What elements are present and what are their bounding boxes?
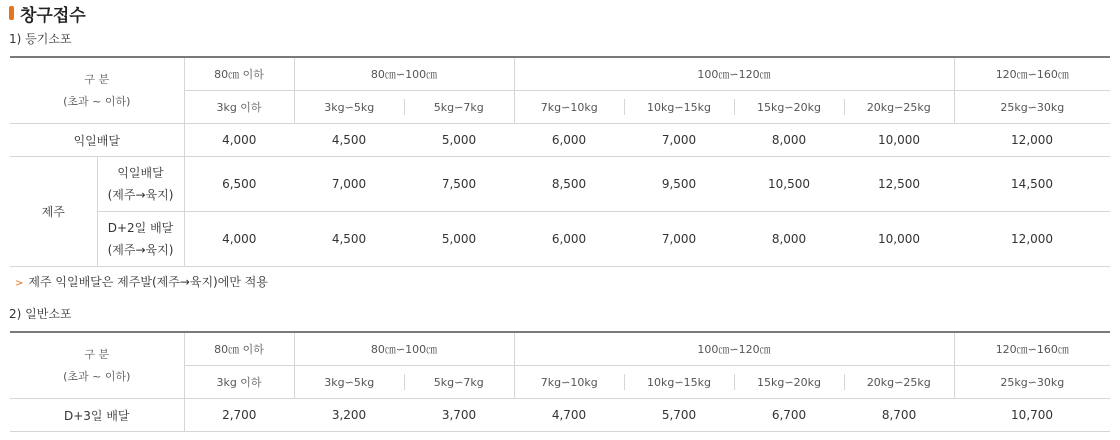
- general-parcel-table: [10, 331, 1110, 432]
- price-cell: 7,000: [624, 124, 734, 157]
- price-cell: 4,700: [514, 399, 624, 432]
- price-cell: 4,500: [294, 124, 404, 157]
- price-cell: 6,000: [514, 212, 624, 267]
- weight-header: 5kg∽7kg: [404, 91, 514, 124]
- price-cell: 2,700: [184, 399, 294, 432]
- price-cell: 4,000: [184, 212, 294, 267]
- price-cell: 3,200: [294, 399, 404, 432]
- weight-header: 15kg∽20kg: [734, 366, 844, 399]
- section-title: [9, 3, 86, 26]
- price-cell: 10,500: [734, 157, 844, 212]
- price-cell: 7,500: [404, 157, 514, 212]
- weight-header: 5kg∽7kg: [404, 366, 514, 399]
- weight-header: 7kg∽10kg: [514, 91, 624, 124]
- note-text: 제주 익일배달은 제주발(제주→육지)에만 적용: [28, 275, 268, 289]
- jeju-group-label: 제주: [10, 157, 97, 267]
- row-label-sub: (제주→육지): [107, 243, 174, 257]
- price-cell: 4,500: [294, 212, 404, 267]
- weight-header: 10kg∽15kg: [624, 91, 734, 124]
- table-row: [10, 124, 1110, 157]
- jeju-note: [15, 273, 268, 290]
- price-cell: 6,500: [184, 157, 294, 212]
- weight-header: 20kg∽25kg: [844, 366, 954, 399]
- row-label: [97, 212, 184, 267]
- price-cell: 9,500: [624, 157, 734, 212]
- category-label: 구 분: [84, 72, 110, 86]
- category-label: 구 분: [84, 347, 110, 361]
- registered-parcel-table: [10, 56, 1110, 267]
- table-row: [10, 399, 1110, 432]
- size-range-header: 100㎝∽120㎝: [514, 57, 954, 91]
- weight-header: 10kg∽15kg: [624, 366, 734, 399]
- general-parcel-subtitle: 2) 일반소포: [9, 307, 72, 321]
- price-cell: 10,000: [844, 124, 954, 157]
- size-range-header: 80㎝∽100㎝: [294, 57, 514, 91]
- size-range-header: 80㎝ 이하: [184, 57, 294, 91]
- weight-header: 3kg∽5kg: [294, 366, 404, 399]
- price-cell: 5,000: [404, 124, 514, 157]
- weight-header: 3kg 이하: [184, 91, 294, 124]
- row-label: 익일배달: [10, 124, 184, 157]
- section-title-text: 창구접수: [20, 5, 86, 26]
- table-row: [10, 157, 1110, 212]
- weight-header: 25kg∽30kg: [954, 366, 1110, 399]
- price-cell: 8,500: [514, 157, 624, 212]
- price-cell: 6,000: [514, 124, 624, 157]
- note-bullet-icon: >: [15, 278, 24, 289]
- row-label-main: D+2일 배달: [107, 221, 174, 235]
- size-range-header: 80㎝∽100㎝: [294, 332, 514, 366]
- size-range-header: 100㎝∽120㎝: [514, 332, 954, 366]
- price-cell: 8,000: [734, 212, 844, 267]
- price-cell: 5,700: [624, 399, 734, 432]
- price-cell: 8,000: [734, 124, 844, 157]
- price-cell: 14,500: [954, 157, 1110, 212]
- category-header: [10, 332, 184, 399]
- weight-header: 25kg∽30kg: [954, 91, 1110, 124]
- price-cell: 12,000: [954, 124, 1110, 157]
- category-header: [10, 57, 184, 124]
- weight-header: 7kg∽10kg: [514, 366, 624, 399]
- price-cell: 7,000: [624, 212, 734, 267]
- title-marker-icon: [9, 6, 14, 20]
- row-label: [97, 157, 184, 212]
- price-cell: 3,700: [404, 399, 514, 432]
- table-row: [10, 212, 1110, 267]
- price-cell: 6,700: [734, 399, 844, 432]
- weight-header: 20kg∽25kg: [844, 91, 954, 124]
- row-label: D+3일 배달: [10, 399, 184, 432]
- row-label-sub: (제주→육지): [107, 188, 174, 202]
- category-sublabel: (초과 ~ 이하): [63, 369, 131, 383]
- weight-header: 3kg 이하: [184, 366, 294, 399]
- row-label-main: 익일배달: [117, 166, 164, 180]
- size-range-header: 80㎝ 이하: [184, 332, 294, 366]
- weight-header: 3kg∽5kg: [294, 91, 404, 124]
- registered-parcel-subtitle: 1) 등기소포: [9, 32, 72, 46]
- weight-header: 15kg∽20kg: [734, 91, 844, 124]
- price-cell: 12,000: [954, 212, 1110, 267]
- size-range-header: 120㎝∽160㎝: [954, 57, 1110, 91]
- price-cell: 12,500: [844, 157, 954, 212]
- price-cell: 5,000: [404, 212, 514, 267]
- price-cell: 8,700: [844, 399, 954, 432]
- category-sublabel: (초과 ~ 이하): [63, 94, 131, 108]
- price-cell: 4,000: [184, 124, 294, 157]
- price-cell: 10,000: [844, 212, 954, 267]
- size-range-header: 120㎝∽160㎝: [954, 332, 1110, 366]
- price-cell: 10,700: [954, 399, 1110, 432]
- price-cell: 7,000: [294, 157, 404, 212]
